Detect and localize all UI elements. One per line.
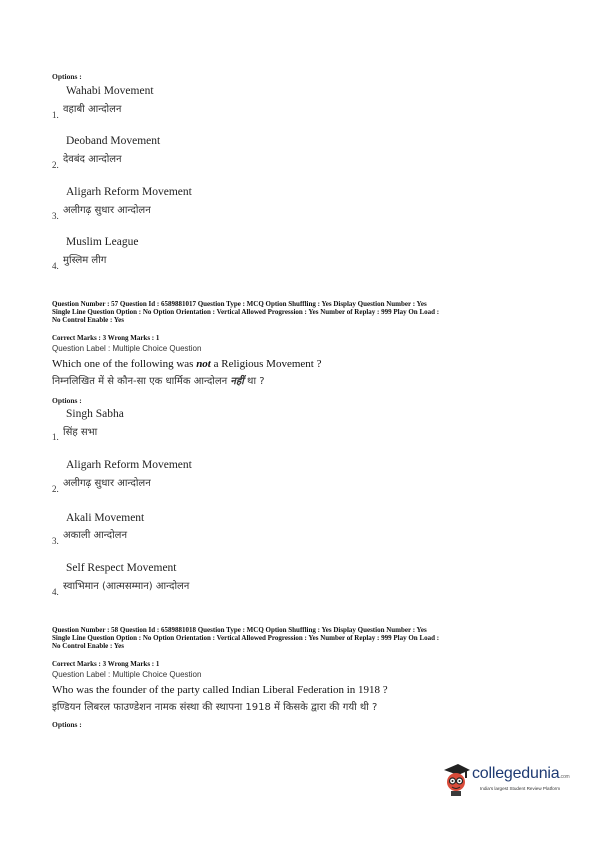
q57-text-en-before: Which one of the following was — [52, 358, 197, 370]
q57-text-hi-before: निम्नलिखित में से कौन-सा एक धार्मिक आन्दोलन — [52, 376, 231, 387]
q56-option-3-num: 3. — [52, 211, 59, 221]
q57-meta-line-1: Question Number : 57 Question Id : 6589881017 Question Type : MCQ Option Shuffling : Yes Display Question Number : Yes — [52, 300, 427, 308]
q58-options-label: Options : — [52, 720, 82, 729]
q57-text-hi-emphasis: नहीं — [230, 376, 244, 387]
q57-option-3-num: 3. — [52, 536, 59, 546]
q58-meta-line-3: No Control Enable : Yes — [52, 642, 124, 650]
q57-meta-line-3: No Control Enable : Yes — [52, 316, 124, 324]
q58-question-text-hi: इण्डियन लिबरल फाउण्डेशन नामक संस्था की स्थापना 1918 में किसके द्वारा की गयी थी ? — [52, 702, 378, 713]
q57-question-text-hi — [52, 373, 265, 387]
q57-option-4-num: 4. — [52, 587, 59, 597]
q56-options-label: Options : — [52, 72, 82, 81]
q57-option-2-hi: अलीगढ़ सुधार आन्दोलन — [63, 478, 151, 489]
logo-name: collegedunia — [472, 765, 560, 782]
q57-option-1-en: Singh Sabha — [66, 408, 124, 420]
collegedunia-logo — [440, 762, 580, 802]
q58-meta-line-2: Single Line Question Option : No Option Orientation : Vertical Allowed Progression : Yes Number of Replay : 999 Play On Load : — [52, 634, 440, 642]
logo-suffix: .com — [559, 774, 570, 780]
q56-option-2-en: Deoband Movement — [66, 135, 161, 147]
q56-option-2-hi: देवबंद आन्दोलन — [63, 154, 122, 165]
q58-meta — [52, 626, 552, 650]
q57-option-1-num: 1. — [52, 432, 59, 442]
q56-option-4-en: Muslim League — [66, 236, 139, 248]
q57-meta — [52, 300, 552, 324]
q58-marks: Correct Marks : 3 Wrong Marks : 1 — [52, 660, 160, 668]
q58-question-text-en: Who was the founder of the party called Indian Liberal Federation in 1918 ? — [52, 684, 388, 696]
q56-option-4-hi: मुस्लिम लीग — [63, 255, 107, 266]
q57-text-hi-after: था ? — [243, 376, 265, 387]
q58-question-label: Question Label : Multiple Choice Question — [52, 670, 202, 679]
q57-option-3-en: Akali Movement — [66, 512, 145, 524]
q57-option-3-hi: अकाली आन्दोलन — [63, 530, 127, 541]
q58-meta-line-1: Question Number : 58 Question Id : 6589881018 Question Type : MCQ Option Shuffling : Yes Display Question Number : Yes — [52, 626, 427, 634]
q57-option-2-en: Aligarh Reform Movement — [66, 459, 192, 471]
q57-option-1-hi: सिंह सभा — [63, 427, 98, 438]
logo-tagline: India's largest Student Review Platform — [480, 786, 561, 791]
q57-question-label: Question Label : Multiple Choice Question — [52, 344, 202, 353]
q57-meta-line-2: Single Line Question Option : No Option Orientation : Vertical Allowed Progression : Yes Number of Replay : 999 Play On Load : — [52, 308, 440, 316]
q57-option-4-hi: स्वाभिमान (आत्मसम्मान) आन्दोलन — [63, 581, 190, 592]
q56-option-1-num: 1. — [52, 110, 59, 120]
q56-option-1-hi: वहाबी आन्दोलन — [63, 104, 122, 115]
q56-option-1-en: Wahabi Movement — [66, 85, 154, 97]
q57-text-en-emphasis: not — [196, 358, 211, 370]
q57-marks: Correct Marks : 3 Wrong Marks : 1 — [52, 334, 160, 342]
logo-wordmark — [472, 765, 570, 783]
q57-option-2-num: 2. — [52, 484, 59, 494]
q56-option-3-en: Aligarh Reform Movement — [66, 186, 192, 198]
q57-question-text-en — [52, 358, 321, 370]
q57-options-label: Options : — [52, 396, 82, 405]
q56-option-4-num: 4. — [52, 261, 59, 271]
q56-option-3-hi: अलीगढ़ सुधार आन्दोलन — [63, 205, 151, 216]
q56-option-2-num: 2. — [52, 160, 59, 170]
q57-text-en-after: a Religious Movement ? — [210, 358, 322, 370]
q57-option-4-en: Self Respect Movement — [66, 562, 177, 574]
mascot-icon — [440, 762, 472, 798]
